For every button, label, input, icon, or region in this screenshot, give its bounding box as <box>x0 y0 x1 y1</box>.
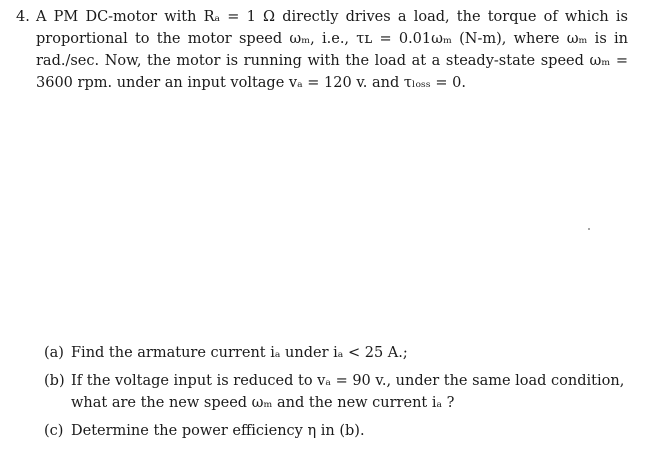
problem-4 <box>16 6 628 94</box>
problem-statement <box>36 6 628 94</box>
part-a-text: Find the armature current iₐ under iₐ < 25 A.; <box>71 345 408 361</box>
part-b-label: (b) <box>44 373 65 389</box>
part-c <box>44 420 629 442</box>
part-a <box>44 342 629 364</box>
problem-statement-text: A PM DC-motor with Rₐ = 1 Ω directly drives a load, the torque of which is proportional to the motor speed ωₘ, i.e., τʟ = 0.01ωₘ (N-m), where ωₘ is in rad./sec. Now, the motor is running with the load at a steady-state speed ωₘ = 3600 rpm. under an input voltage vₐ = 120 v. and τₗₒₛₛ = 0. <box>36 9 628 91</box>
part-b-text: If the voltage input is reduced to vₐ = 90 v., under the same load condition, what are the new speed ωₘ and the new current iₐ ? <box>71 373 625 411</box>
part-c-label: (c) <box>44 423 64 439</box>
part-a-label: (a) <box>44 345 64 361</box>
stray-mark <box>588 228 590 230</box>
problem-number: 4. <box>16 9 30 25</box>
part-b <box>44 370 629 414</box>
sub-questions <box>44 342 629 448</box>
part-c-text: Determine the power efficiency η in (b). <box>71 423 365 439</box>
